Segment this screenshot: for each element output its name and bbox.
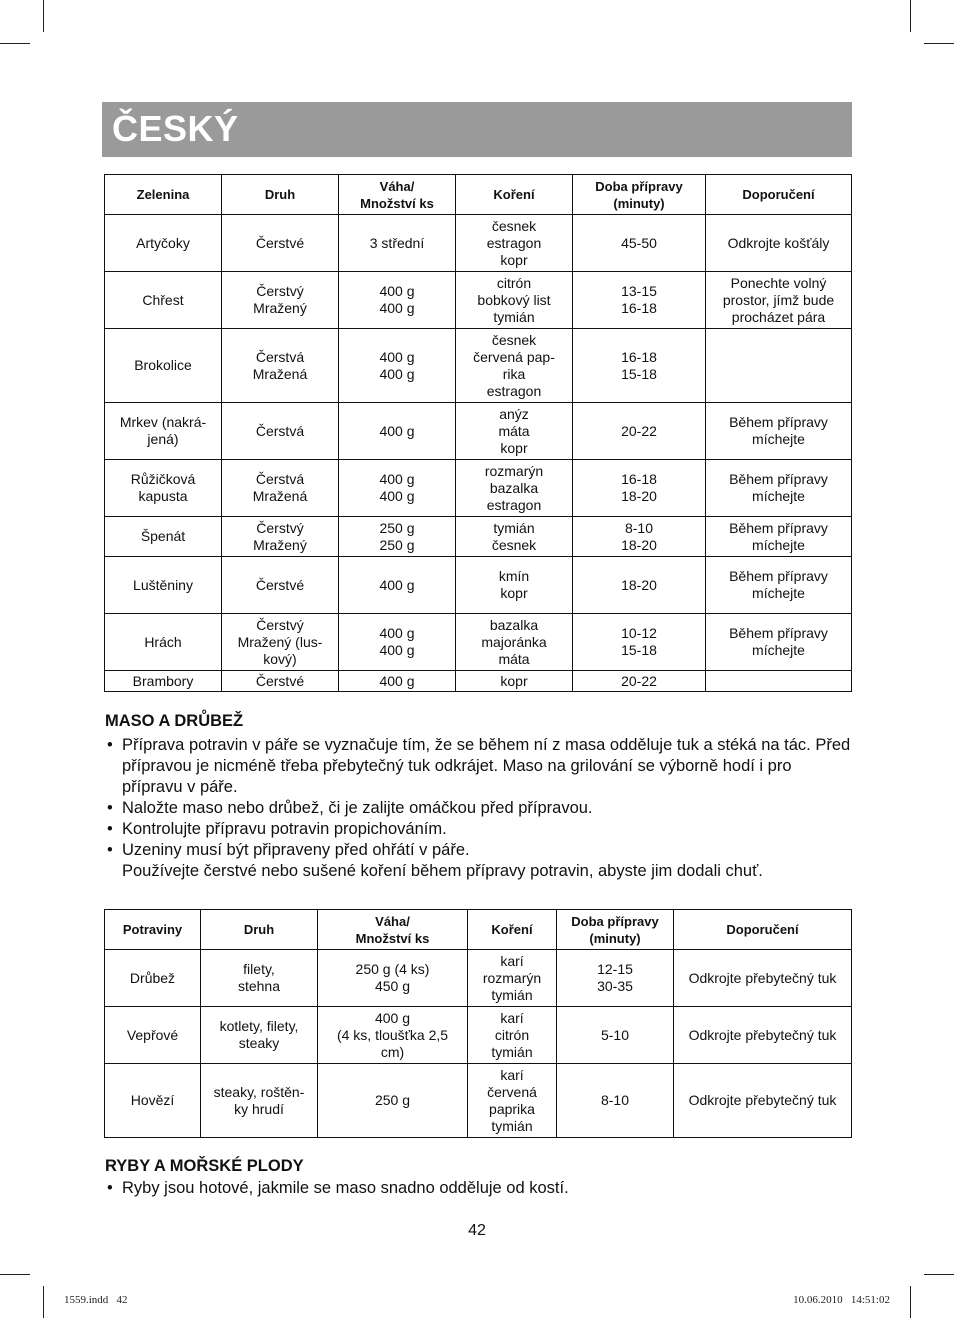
- table-cell: 13-15 16-18: [573, 272, 706, 329]
- footer-file-info: 1559.indd 42: [64, 1294, 128, 1306]
- table-cell: Čerstvá Mražená: [222, 460, 339, 517]
- table-cell: 400 g 400 g: [339, 460, 456, 517]
- table-row: [105, 671, 852, 692]
- table-cell: 18-20: [573, 557, 706, 614]
- header-cell: Druh: [201, 910, 318, 950]
- crop-mark: [0, 43, 30, 44]
- table-cell: Odkrojte přebytečný tuk: [674, 1064, 852, 1138]
- table-cell: tymián česnek: [456, 517, 573, 557]
- language-banner: [102, 102, 852, 157]
- table-cell: kmín kopr: [456, 557, 573, 614]
- meat-bullet-list: [105, 735, 855, 882]
- table-cell: Růžičková kapusta: [105, 460, 222, 517]
- table-cell: Během přípravy míchejte: [706, 614, 852, 671]
- table-cell: kopr: [456, 671, 573, 692]
- table-row: [105, 329, 852, 403]
- header-cell: Váha/ Množství ks: [318, 910, 468, 950]
- list-item-text: Kontrolujte přípravu potravin propichováním.: [122, 820, 447, 838]
- table-cell: Čerstvý Mražený: [222, 272, 339, 329]
- table-cell: Hovězí: [105, 1064, 201, 1138]
- table-cell: Čerstvé: [222, 215, 339, 272]
- table-cell: karí červená paprika tymián: [468, 1064, 557, 1138]
- table-cell: 400 g: [339, 671, 456, 692]
- table-cell: Brambory: [105, 671, 222, 692]
- table-cell: [706, 671, 852, 692]
- table-header-row: [105, 175, 852, 215]
- table-cell: Brokolice: [105, 329, 222, 403]
- crop-mark: [924, 43, 954, 44]
- table-cell: Čerstvý Mražený (lus- kový): [222, 614, 339, 671]
- table-cell: karí rozmarýn tymián: [468, 950, 557, 1007]
- table-cell: filety, stehna: [201, 950, 318, 1007]
- table-cell: Během přípravy míchejte: [706, 460, 852, 517]
- table-cell: 400 g 400 g: [339, 272, 456, 329]
- table-row: [105, 614, 852, 671]
- table-cell: 45-50: [573, 215, 706, 272]
- table-cell: bazalka majoránka máta: [456, 614, 573, 671]
- table-cell: karí citrón tymián: [468, 1007, 557, 1064]
- table-cell: 250 g (4 ks) 450 g: [318, 950, 468, 1007]
- table-cell: 5-10: [557, 1007, 674, 1064]
- table-cell: kotlety, filety, steaky: [201, 1007, 318, 1064]
- list-item: • Kontrolujte přípravu potravin propichováním.: [107, 820, 447, 838]
- table-row: [105, 403, 852, 460]
- page-number: 42: [468, 1222, 486, 1239]
- table-cell: steaky, roštěn- ky hrudí: [201, 1064, 318, 1138]
- list-item-text: Příprava potravin v páře se vyznačuje tím, že se během ní z masa odděluje tuk a stéká na tác. Před přípravou je nicméně třeba přebytečný tuk odkrájet. Maso na grilování se výborně hodí i pro přípravu v páře.: [122, 736, 851, 796]
- header-cell: Koření: [456, 175, 573, 215]
- header-cell: Zelenina: [105, 175, 222, 215]
- table-cell: Mrkev (nakrá- jená): [105, 403, 222, 460]
- crop-mark: [910, 1286, 911, 1318]
- table-row: [105, 950, 852, 1007]
- table-cell: Luštěniny: [105, 557, 222, 614]
- list-item: • Ryby jsou hotové, jakmile se maso snadno odděluje od kostí.: [107, 1179, 569, 1197]
- list-item: • Příprava potravin v páře se vyznačuje tím, že se během ní z masa odděluje tuk a stéká na tác. Před přípravou je nicméně třeba přebytečný tuk odkrájet. Maso na grilování se výborně hodí i pro přípravu v páře.: [107, 736, 851, 796]
- table-cell: 3 střední: [339, 215, 456, 272]
- table-cell: 12-15 30-35: [557, 950, 674, 1007]
- table-cell: Čerstvá: [222, 403, 339, 460]
- table-cell: Chřest: [105, 272, 222, 329]
- table-cell: rozmarýn bazalka estragon: [456, 460, 573, 517]
- table-cell: Odkrojte přebytečný tuk: [674, 950, 852, 1007]
- table-cell: 250 g 250 g: [339, 517, 456, 557]
- table-cell: 8-10: [557, 1064, 674, 1138]
- table-cell: 400 g 400 g: [339, 329, 456, 403]
- crop-mark: [0, 1274, 30, 1275]
- table-cell: Během přípravy míchejte: [706, 403, 852, 460]
- table-cell: Během přípravy míchejte: [706, 517, 852, 557]
- fish-bullet-list: [105, 1178, 855, 1199]
- table-row: [105, 1007, 852, 1064]
- table-cell: Čerstvé: [222, 557, 339, 614]
- header-cell: Doporučení: [706, 175, 852, 215]
- table-cell: citrón bobkový list tymián: [456, 272, 573, 329]
- header-cell: Potraviny: [105, 910, 201, 950]
- table-row: [105, 1064, 852, 1138]
- table-cell: Čerstvé: [222, 671, 339, 692]
- vegetables-table: [104, 174, 852, 692]
- header-cell: Druh: [222, 175, 339, 215]
- table-cell: 400 g: [339, 557, 456, 614]
- table-row: [105, 215, 852, 272]
- list-item-text: Ryby jsou hotové, jakmile se maso snadno odděluje od kostí.: [122, 1179, 569, 1197]
- table-cell: 16-18 15-18: [573, 329, 706, 403]
- table-cell: 250 g: [318, 1064, 468, 1138]
- table-cell: česnek estragon kopr: [456, 215, 573, 272]
- header-cell: Koření: [468, 910, 557, 950]
- header-cell: Doporučení: [674, 910, 852, 950]
- crop-mark: [43, 1286, 44, 1318]
- header-cell: Doba přípravy (minuty): [573, 175, 706, 215]
- crop-mark: [924, 1274, 954, 1275]
- table-row: [105, 272, 852, 329]
- table-cell: Čerstvý Mražený: [222, 517, 339, 557]
- table-row: [105, 557, 852, 614]
- table-cell: Odkrojte přebytečný tuk: [674, 1007, 852, 1064]
- table-cell: Hrách: [105, 614, 222, 671]
- table-cell: česnek červená pap- rika estragon: [456, 329, 573, 403]
- table-cell: Odkrojte košťály: [706, 215, 852, 272]
- meat-table: [104, 909, 852, 1138]
- table-cell: 400 g 400 g: [339, 614, 456, 671]
- footer-datetime: 10.06.2010 14:51:02: [793, 1294, 890, 1306]
- list-item-text: Uzeniny musí být připraveny před ohřátí v páře.: [122, 841, 470, 859]
- table-header-row: [105, 910, 852, 950]
- language-title: ČESKÝ: [112, 108, 239, 149]
- table-cell: 16-18 18-20: [573, 460, 706, 517]
- list-continuation: [105, 861, 855, 882]
- table-row: [105, 460, 852, 517]
- crop-mark: [43, 0, 44, 32]
- table-cell: Špenát: [105, 517, 222, 557]
- table-cell: Ponechte volný prostor, jímž bude procházet pára: [706, 272, 852, 329]
- table-cell: 8-10 18-20: [573, 517, 706, 557]
- table-cell: anýz máta kopr: [456, 403, 573, 460]
- list-item: • Naložte maso nebo drůbež, či je zalijte omáčkou před přípravou.: [107, 799, 593, 817]
- list-continuation-text: Používejte čerstvé nebo sušené koření během přípravy potravin, abyste jim dodali chuť.: [122, 862, 763, 880]
- table-cell: Čerstvá Mražená: [222, 329, 339, 403]
- table-cell: Vepřové: [105, 1007, 201, 1064]
- table-cell: [706, 329, 852, 403]
- table-cell: Artyčoky: [105, 215, 222, 272]
- table-cell: 400 g: [339, 403, 456, 460]
- table-cell: 400 g (4 ks, tloušťka 2,5 cm): [318, 1007, 468, 1064]
- crop-mark: [910, 0, 911, 32]
- fish-section-title: RYBY A MOŘSKÉ PLODY: [105, 1157, 304, 1175]
- header-cell: Váha/ Množství ks: [339, 175, 456, 215]
- table-cell: 20-22: [573, 403, 706, 460]
- list-item: • Uzeniny musí být připraveny před ohřátí v páře.: [107, 841, 470, 859]
- table-row: [105, 517, 852, 557]
- header-cell: Doba přípravy (minuty): [557, 910, 674, 950]
- table-cell: Během přípravy míchejte: [706, 557, 852, 614]
- meat-section-title: MASO A DRŮBEŽ: [105, 712, 244, 730]
- table-cell: Drůbež: [105, 950, 201, 1007]
- table-cell: 20-22: [573, 671, 706, 692]
- list-item-text: Naložte maso nebo drůbež, či je zalijte omáčkou před přípravou.: [122, 799, 593, 817]
- table-cell: 10-12 15-18: [573, 614, 706, 671]
